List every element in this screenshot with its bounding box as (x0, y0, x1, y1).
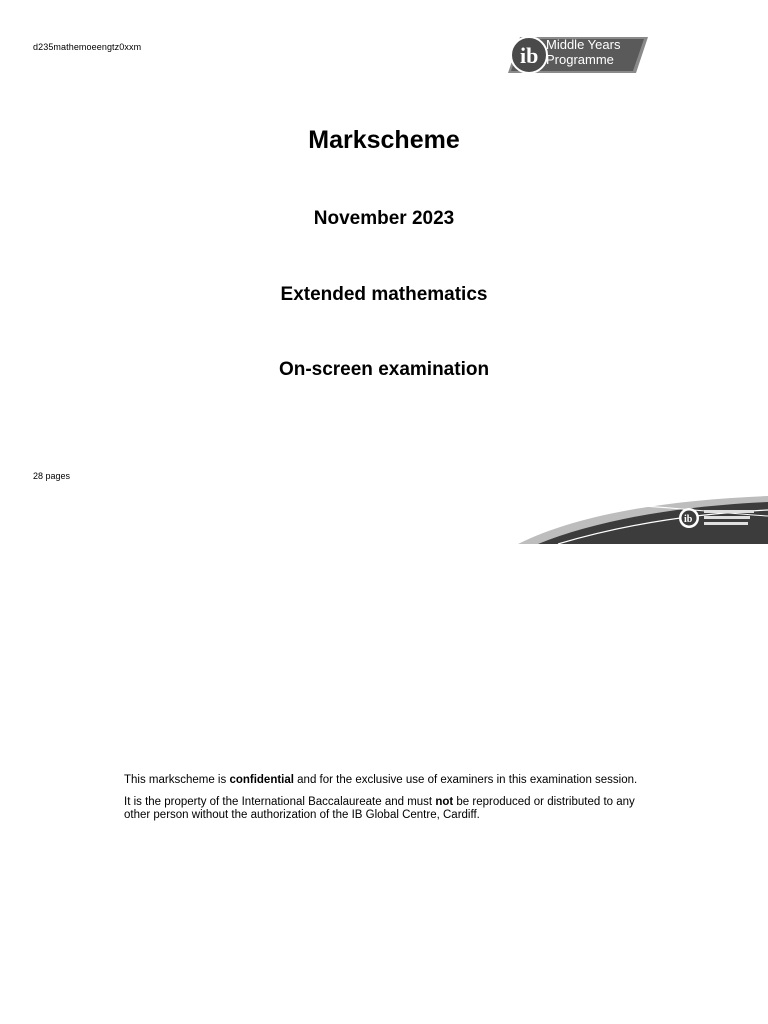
exam-type: On-screen examination (278, 359, 490, 380)
myp-logo (508, 34, 648, 76)
logo-line-1: Middle Years (546, 37, 621, 52)
notice-text: and for the exclusive use of examiners in this examination session. (293, 774, 638, 786)
ib-swoosh-banner (518, 492, 768, 544)
exam-date: November 2023 (313, 208, 455, 229)
confidentiality-notice (124, 774, 644, 831)
document-code: d235mathemoeengtz0xxm (33, 42, 142, 52)
logo-line-2: Programme (546, 52, 614, 67)
ib-org-logo-icon (518, 492, 768, 544)
subject-name: Extended mathematics (280, 284, 488, 305)
notice-text: be reproduced or distributed to any other person without the authorization of the IB Global Centre, Cardiff. (124, 796, 635, 821)
notice-paragraph-2 (124, 796, 644, 822)
page-count: 28 pages (33, 471, 71, 481)
notice-paragraph-1 (124, 774, 644, 787)
notice-text: This markscheme is (124, 774, 230, 786)
logo-text (546, 37, 620, 67)
svg-text:ib: ib (684, 514, 693, 525)
notice-emphasis: confidential (229, 774, 294, 786)
notice-text: It is the property of the International Baccalaureate and must (124, 796, 436, 808)
notice-emphasis: not (435, 796, 454, 808)
svg-text:ib: ib (520, 43, 539, 68)
cover-title: Markscheme (308, 126, 460, 154)
